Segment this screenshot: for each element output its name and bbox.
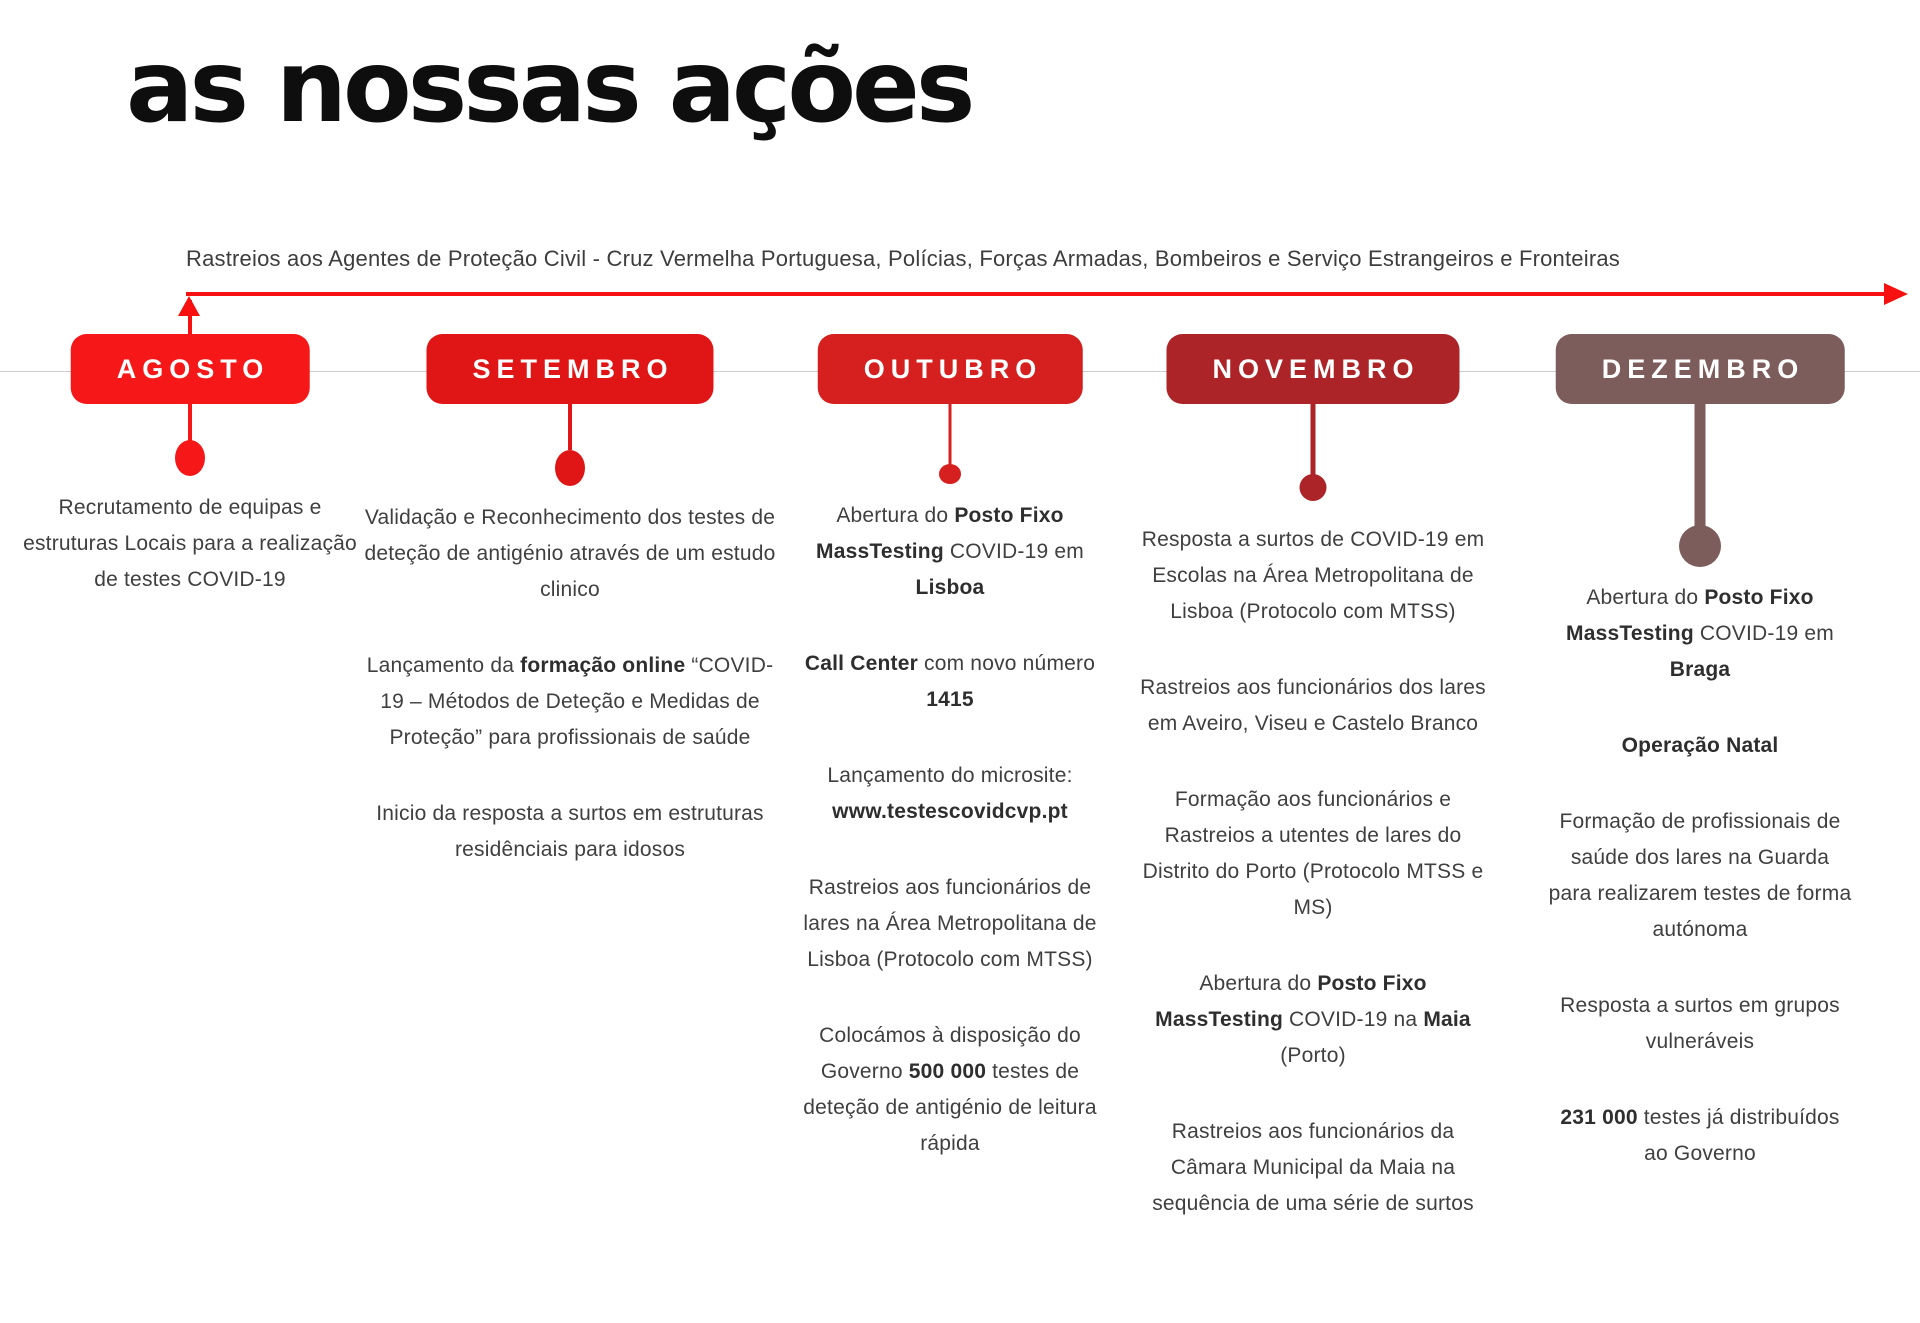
paragraph-text: Validação e Reconhecimento dos testes de deteção de antigénio através de um estudo clinico <box>364 506 776 601</box>
paragraph-text: (Porto) <box>1280 1044 1346 1067</box>
month-paragraphs <box>1133 522 1493 1262</box>
paragraph-text: Rastreios aos funcionários da Câmara Municipal da Maia na sequência de uma série de surtos <box>1152 1120 1474 1215</box>
paragraph-text: Recrutamento de equipas e estruturas Locais para a realização de testes COVID-19 <box>23 496 357 591</box>
paragraph-text: Abertura do <box>1199 972 1318 995</box>
paragraph-text: COVID-19 em <box>1693 622 1834 645</box>
month-paragraphs <box>16 490 364 638</box>
month-paragraphs <box>362 500 778 908</box>
month-label: NOVEMBRO <box>1212 354 1420 384</box>
banner-label: Rastreios aos Agentes de Proteção Civil - Cruz Vermelha Portuguesa, Polícias, Forças Armadas, Bombeiros e Serviço Estrangeiros e Fronteiras <box>186 246 1620 271</box>
month-paragraphs <box>1548 580 1852 1212</box>
timeline-paragraph <box>792 758 1108 830</box>
paragraph-text: Lançamento da <box>366 654 521 677</box>
timeline-stem <box>1311 404 1316 478</box>
paragraph-bold-text: Call Center <box>804 652 918 675</box>
arrow-right-icon <box>1884 283 1908 305</box>
paragraph-text: Rastreios aos funcionários dos lares em Aveiro, Viseu e Castelo Branco <box>1140 676 1486 735</box>
paragraph-bold-text: Maia <box>1423 1008 1471 1031</box>
timeline-dot-icon <box>175 440 205 476</box>
paragraph-text: Abertura do <box>1586 586 1705 609</box>
timeline-dot-icon <box>1679 525 1721 567</box>
paragraph-bold-text: Operação Natal <box>1621 734 1779 757</box>
month-label: DEZEMBRO <box>1601 354 1805 384</box>
timeline-dot-icon <box>555 450 585 486</box>
paragraph-text: Inicio da resposta a surtos em estruturas residênciais para idosos <box>376 802 764 861</box>
paragraph-text: “COVID-19 – Métodos de Deteção e Medidas de Proteção” para profissionais de saúde <box>380 654 774 749</box>
paragraph-bold-text: 1415 <box>926 688 974 711</box>
paragraph-text: testes já distribuídos ao Governo <box>1637 1106 1840 1165</box>
timeline-paragraph <box>362 648 778 756</box>
month-label: SETEMBRO <box>472 354 674 384</box>
paragraph-bold-text: Braga <box>1669 658 1731 681</box>
paragraph-bold-text: Posto Fixo MassTesting <box>1566 586 1814 645</box>
month-badge <box>818 334 1083 404</box>
paragraph-text: COVID-19 em <box>943 540 1084 563</box>
paragraph-bold-text: 500 000 <box>908 1060 987 1083</box>
paragraph-text: Formação aos funcionários e Rastreios a utentes de lares do Distrito do Porto (Protocolo MTSS e MS) <box>1142 788 1484 919</box>
timeline-stem <box>1695 404 1706 528</box>
month-badge <box>426 334 713 404</box>
month-label: OUTUBRO <box>863 354 1043 384</box>
timeline-range-arrow-line <box>186 292 1892 296</box>
timeline-paragraph <box>1548 1100 1852 1172</box>
timeline-paragraph <box>1133 1114 1493 1222</box>
timeline-paragraph <box>16 490 364 598</box>
timeline-paragraph <box>362 500 778 608</box>
timeline-paragraph <box>792 498 1108 606</box>
paragraph-text: Resposta a surtos de COVID-19 em Escolas na Área Metropolitana de Lisboa (Protocolo com MTSS) <box>1141 528 1485 623</box>
paragraph-text: Lançamento do microsite: <box>827 764 1073 787</box>
timeline-stem <box>568 404 572 450</box>
timeline-paragraph <box>1133 966 1493 1074</box>
timeline-dot-icon <box>939 464 961 484</box>
timeline-dot-icon <box>1300 474 1327 501</box>
timeline-paragraph <box>1133 522 1493 630</box>
timeline-paragraph <box>1133 782 1493 926</box>
timeline-paragraph <box>1548 580 1852 688</box>
paragraph-text: Rastreios aos funcionários de lares na Área Metropolitana de Lisboa (Protocolo com MTSS) <box>803 876 1097 971</box>
timeline-paragraph <box>1548 804 1852 948</box>
timeline-paragraph <box>1133 670 1493 742</box>
paragraph-bold-text: formação online <box>520 654 686 677</box>
month-badge <box>71 334 310 404</box>
paragraph-text: testes de deteção de antigénio de leitura rápida <box>803 1060 1097 1155</box>
paragraph-bold-text: Lisboa <box>915 576 985 599</box>
paragraph-bold-text: 231 000 <box>1560 1106 1638 1129</box>
paragraph-bold-text: Posto Fixo MassTesting <box>816 504 1064 563</box>
timeline-paragraph <box>792 870 1108 978</box>
timeline-paragraph <box>792 646 1108 718</box>
month-label: AGOSTO <box>116 354 270 384</box>
paragraph-text: Abertura do <box>836 504 955 527</box>
paragraph-bold-text: www.testescovidcvp.pt <box>832 800 1068 823</box>
page-title: as nossas ações <box>126 28 972 145</box>
timeline-stem <box>949 404 952 470</box>
paragraph-bold-text: Posto Fixo MassTesting <box>1155 972 1427 1031</box>
month-paragraphs <box>792 498 1108 1202</box>
paragraph-text: Formação de profissionais de saúde dos lares na Guarda para realizarem testes de forma autónoma <box>1548 810 1852 941</box>
month-badge <box>1556 334 1845 404</box>
timeline-paragraph <box>792 1018 1108 1162</box>
paragraph-text: COVID-19 na <box>1283 1008 1424 1031</box>
paragraph-text: com novo número <box>917 652 1096 675</box>
paragraph-text: Resposta a surtos em grupos vulneráveis <box>1560 994 1840 1053</box>
timeline-paragraph <box>1548 728 1852 764</box>
timeline-paragraph <box>1548 988 1852 1060</box>
timeline-paragraph <box>362 796 778 868</box>
timeline-stem <box>188 404 192 444</box>
paragraph-text: Colocámos à disposição do Governo <box>819 1024 1081 1083</box>
month-badge <box>1166 334 1459 404</box>
